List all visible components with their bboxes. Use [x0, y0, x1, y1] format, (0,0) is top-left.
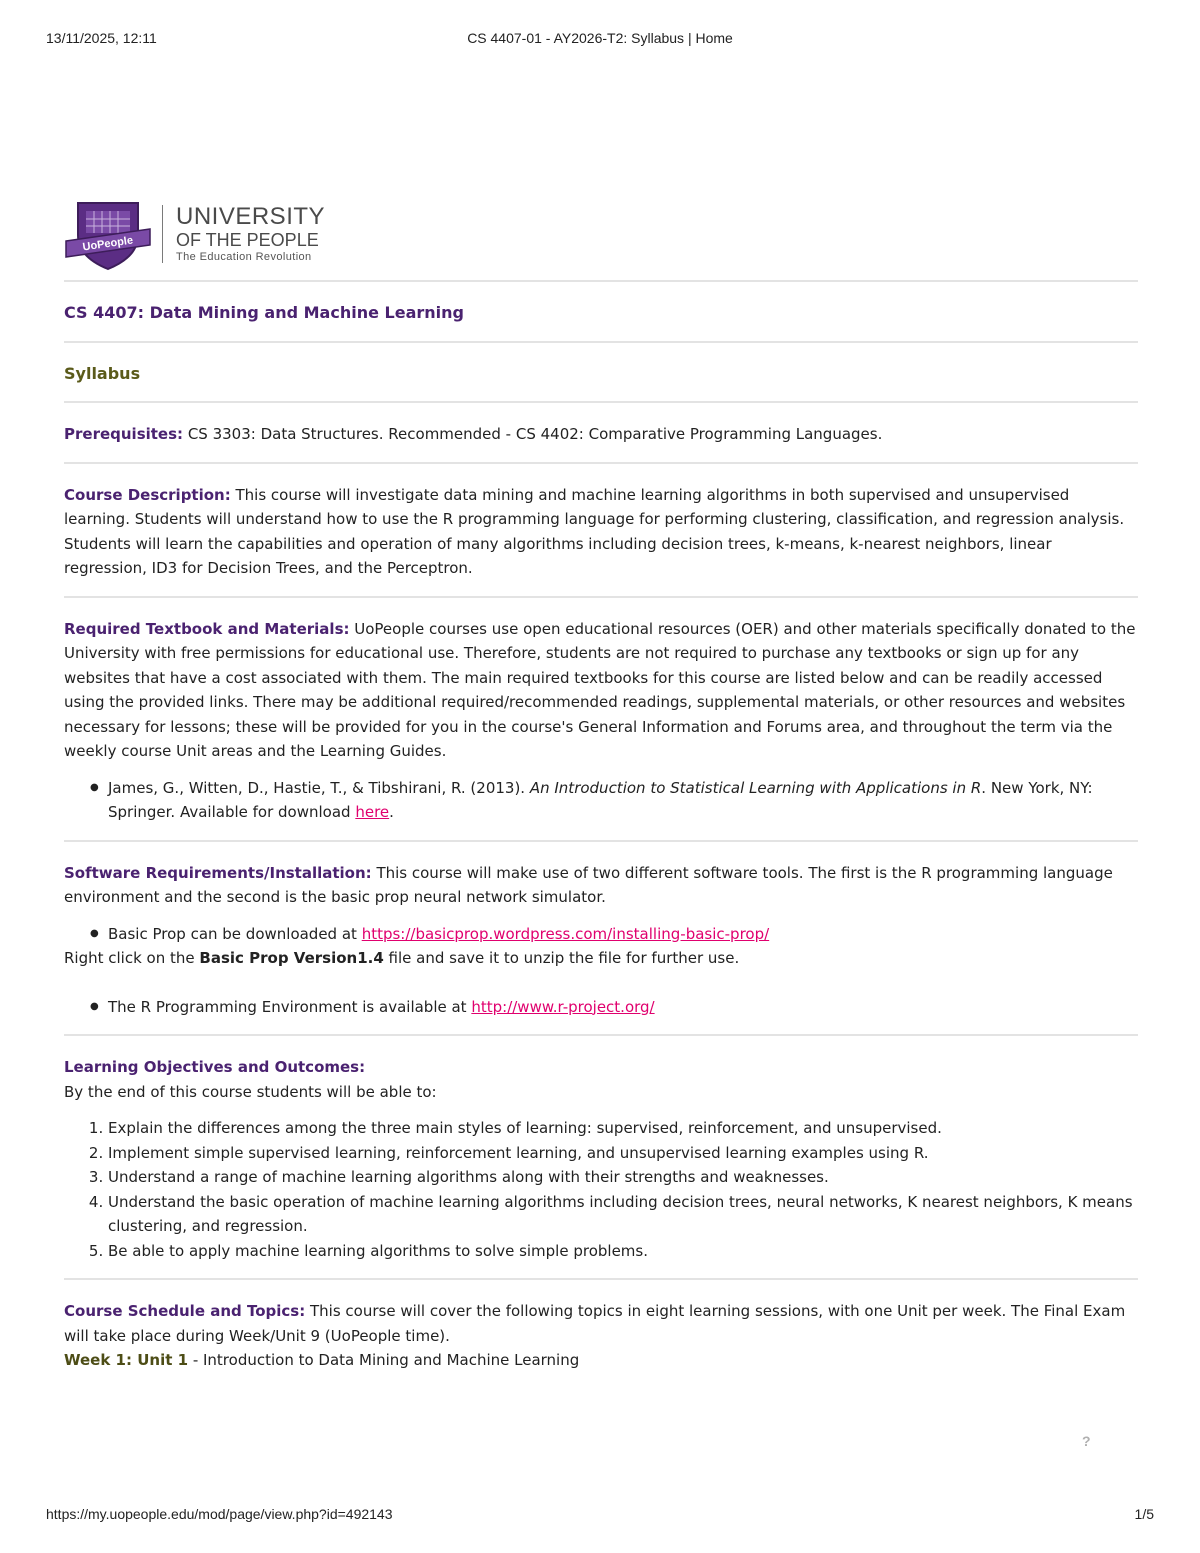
- course-title-section: [64, 282, 1138, 341]
- print-datetime: 13/11/2025, 12:11: [46, 30, 157, 46]
- syllabus-heading-section: [64, 343, 1138, 402]
- schedule-text: This course will cover the following topics in eight learning sessions, with one Unit per week. The Final Exam will take place during Week/Unit 9 (UoPeople time).: [64, 1302, 1126, 1345]
- print-page-title: CS 4407-01 - AY2026-T2: Syllabus | Home: [467, 30, 733, 46]
- help-icon[interactable]: ?: [1082, 1433, 1091, 1449]
- textbook-text: UoPeople courses use open educational resources (OER) and other materials specifically donated to the University with free permissions for educational use. Therefore, students are not required to purchase any textbooks or sign up for any websites that have a cost associated with them. The main required textbooks for this course are listed below and can be readily accessed using the provided links. There may be additional required/recommended readings, supplemental materials, or other resources and websites necessary for lessons; these will be provided for you in the course's General Information and Forums area, and throughout the term via the weekly course Unit areas and the Learning Guides.: [64, 619, 1136, 760]
- week1-label: Week 1: Unit 1: [64, 1351, 189, 1369]
- software-item-r: [108, 995, 1138, 1020]
- objective-item: 3. Understand a range of machine learning algorithms along with their strengths and weaknesses.: [108, 1165, 1138, 1190]
- basicprop-link[interactable]: https://basicprop.wordpress.com/installing-basic-prop/: [361, 924, 770, 943]
- basicprop-text: Basic Prop can be downloaded at: [108, 924, 362, 943]
- software-text: This course will make use of two different software tools. The first is the R programming language environment and the second is the basic prop neural network simulator.: [64, 863, 1113, 906]
- description-label: Course Description:: [64, 485, 231, 504]
- schedule-paragraph: [64, 1299, 1138, 1348]
- textbook-item: [108, 776, 1138, 825]
- textbook-list: [64, 776, 1138, 825]
- week1-text: - Introduction to Data Mining and Machine Learning: [188, 1351, 580, 1369]
- software-paragraph: [64, 861, 1138, 910]
- note-pre: Right click on the: [64, 949, 200, 967]
- software-list-2: [64, 995, 1138, 1020]
- syllabus-heading: Syllabus: [64, 363, 141, 383]
- logo-divider: [162, 205, 163, 263]
- schedule-section: [64, 1280, 1138, 1388]
- book-download-link[interactable]: here: [355, 803, 390, 821]
- book-end-period: .: [389, 803, 394, 821]
- textbook-section: [64, 598, 1138, 840]
- objective-item: 4. Understand the basic operation of machine learning algorithms including decision trees, neural networks, K nearest neighbors, K means clustering, and regression.: [108, 1190, 1138, 1239]
- print-url: https://my.uopeople.edu/mod/page/view.php?id=492143: [46, 1506, 393, 1522]
- print-page-number: 1/5: [1134, 1506, 1154, 1522]
- logo-tagline: The Education Revolution: [176, 251, 312, 263]
- r-env-text: The R Programming Environment is available at: [108, 997, 472, 1016]
- book-publisher: . New York, NY: Springer. Available for download: [108, 778, 1093, 821]
- basicprop-note: [64, 946, 1138, 971]
- r-project-link[interactable]: http://www.r-project.org/: [471, 997, 655, 1016]
- software-label: Software Requirements/Installation:: [64, 863, 372, 882]
- schedule-label: Course Schedule and Topics:: [64, 1302, 306, 1320]
- logo-ribbon-text: UoPeople: [81, 234, 134, 254]
- book-title: An Introduction to Statistical Learning with Applications in R: [529, 778, 982, 797]
- book-authors: James, G., Witten, D., Hastie, T., & Tibshirani, R. (2013).: [108, 778, 530, 797]
- note-post: file and save it to unzip the file for further use.: [383, 949, 740, 967]
- software-item-basicprop: [108, 922, 1138, 947]
- syllabus-content: [64, 188, 1138, 1388]
- objective-item: 1. Explain the differences among the three main styles of learning: supervised, reinforcement, and unsupervised.: [108, 1116, 1138, 1141]
- software-list-1: [64, 922, 1138, 947]
- objectives-intro: By the end of this course students will be able to:: [64, 1082, 437, 1101]
- course-title: CS 4407: Data Mining and Machine Learning: [64, 303, 464, 322]
- print-footer: [0, 1506, 1200, 1526]
- software-section: [64, 842, 1138, 1035]
- description-paragraph: [64, 483, 1138, 581]
- description-section: [64, 464, 1138, 596]
- objectives-list: [64, 1116, 1138, 1263]
- logo-line-university: UNIVERSITY: [176, 203, 326, 230]
- logo-wordmark: [176, 204, 325, 264]
- objectives-section: [64, 1036, 1138, 1278]
- prerequisites-text: CS 3303: Data Structures. Recommended - CS 4402: Comparative Programming Languages.: [183, 425, 883, 443]
- textbook-paragraph: [64, 617, 1138, 764]
- prerequisites-section: [64, 403, 1138, 462]
- university-logo: [64, 188, 1138, 280]
- note-bold: Basic Prop Version1.4: [199, 949, 384, 967]
- description-text: This course will investigate data mining and machine learning algorithms in both supervised and unsupervised learning. Students will understand how to use the R programming language for performing clustering, classification, and regression analysis. Students will learn the capabilities and operation of many algorithms including decision trees, k-means, k-nearest neighbors, linear regression, ID3 for Decision Trees, and the Perceptron.: [64, 485, 1125, 577]
- week1-line: [64, 1348, 1138, 1373]
- prerequisites-label: Prerequisites:: [64, 425, 184, 443]
- logo-line-of-the-people: OF THE PEOPLE: [176, 230, 319, 250]
- objective-item: 2. Implement simple supervised learning, reinforcement learning, and unsupervised learning examples using R.: [108, 1141, 1138, 1166]
- shield-logo-icon: [64, 197, 152, 271]
- print-header: [0, 30, 1200, 50]
- objective-item: 5. Be able to apply machine learning algorithms to solve simple problems.: [108, 1239, 1138, 1264]
- textbook-label: Required Textbook and Materials:: [64, 619, 350, 638]
- objectives-label: Learning Objectives and Outcomes:: [64, 1058, 366, 1076]
- prerequisites-paragraph: [64, 422, 1138, 447]
